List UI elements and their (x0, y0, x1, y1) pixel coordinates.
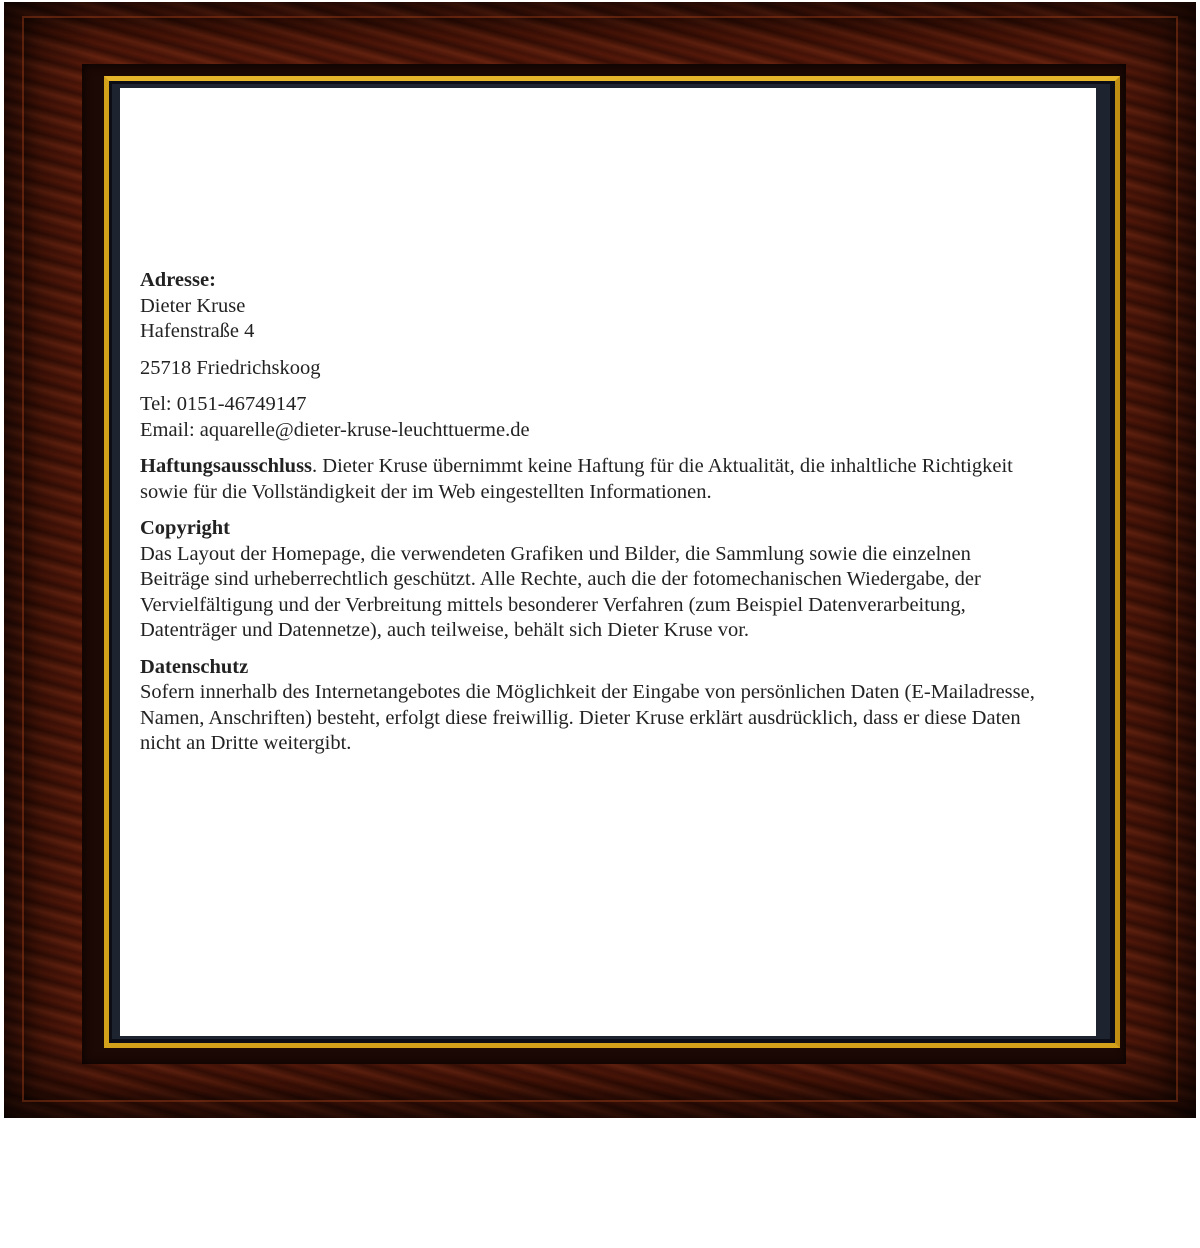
phone-number: Tel: 0151-46749147 (140, 393, 307, 415)
address-heading: Adresse: (140, 269, 216, 291)
privacy-heading: Datenschutz (140, 655, 249, 678)
contact-section (140, 392, 1040, 443)
disclaimer-text: . Dieter Kruse übernimmt keine Haftung für die Aktualität, die inhaltliche Richtigkeit sowie für die Vollständigkeit der im Web eingestellten Informationen. (140, 455, 1013, 503)
privacy-text: Sofern innerhalb des Internetangebotes die Möglichkeit der Eingabe von persönlichen Daten (E-Mailadresse, Namen, Anschriften) besteht, erfolgt diese freiwillig. Dieter Kruse erklärt ausdrücklich, dass er diese Daten nicht an Dritte weitergibt. (140, 681, 1035, 754)
address-city: 25718 Friedrichskoog (140, 356, 321, 379)
email-address: Email: aquarelle@dieter-kruse-leuchttuerme.de (140, 418, 530, 441)
copyright-heading: Copyright (140, 517, 230, 539)
disclaimer-section (140, 454, 1040, 505)
address-section (140, 268, 1040, 345)
address-name: Dieter Kruse (140, 294, 246, 317)
privacy-section (140, 655, 1040, 757)
address-street: Hafenstraße 4 (140, 320, 255, 342)
copyright-text: Das Layout der Homepage, die verwendeten Grafiken und Bilder, die Sammlung sowie die einzelnen Beiträge sind urheberrechtlich geschützt. Alle Rechte, auch die der fotomechanischen Wiedergabe, der Vervielfältigung und der Verbreitung mittels besonderer Verfahren (zum Beispiel Datenverarbeitung, Datenträger und Datennetze), auch teilweise, behält sich Dieter Kruse vor. (140, 542, 981, 641)
disclaimer-heading: Haftungsausschluss (140, 455, 313, 477)
imprint-content (140, 268, 1040, 768)
copyright-section (140, 516, 1040, 644)
